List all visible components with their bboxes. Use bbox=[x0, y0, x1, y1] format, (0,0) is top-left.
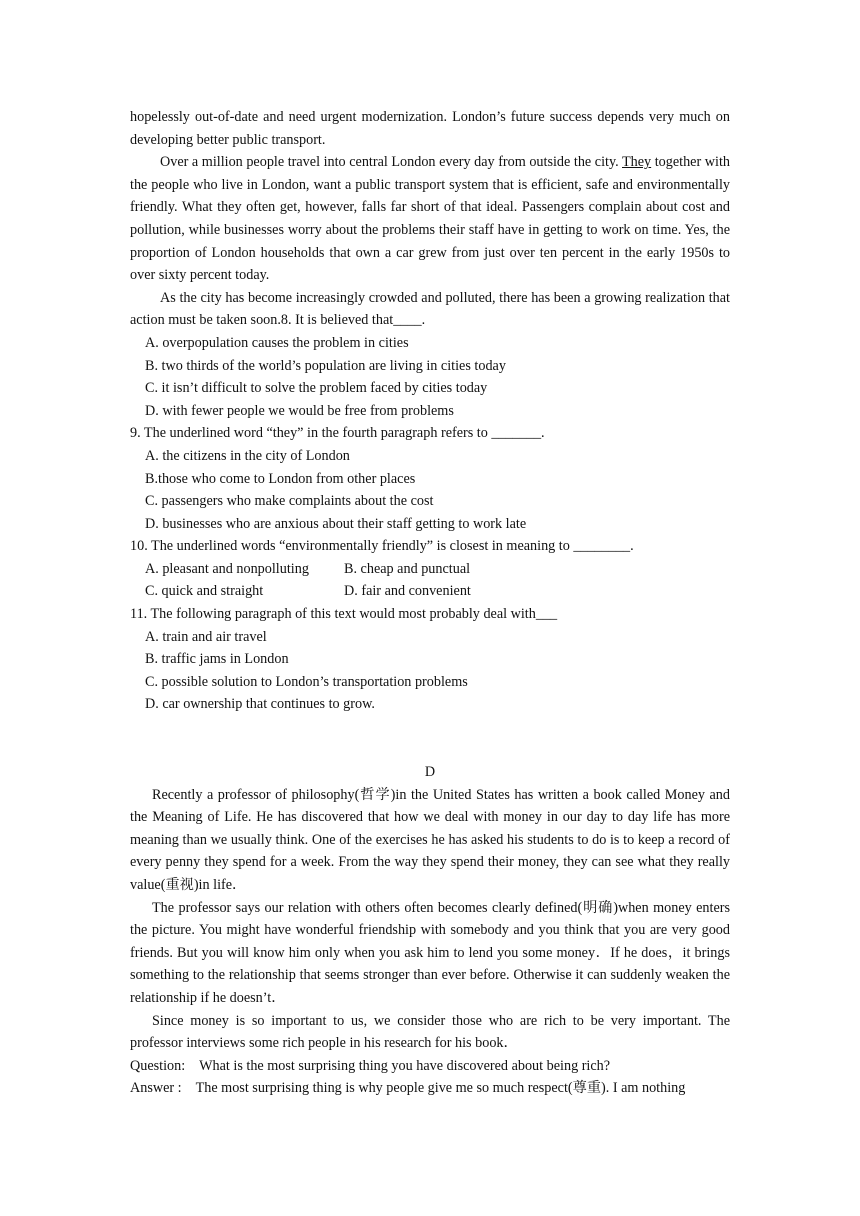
passage-c-paragraph-1: hopelessly out-of-date and need urgent modernization. London’s future success depends very much on developing better public transport. bbox=[130, 109, 730, 148]
q9-option-d: D. businesses who are anxious about their staff getting to work late bbox=[145, 515, 527, 532]
passage-c-paragraph-3: As the city has become increasingly crowded and polluted, there has been a growing realization that action must be taken soon.8. It is believed that____. bbox=[130, 289, 730, 329]
q9-option-b: B.those who come to London from other places bbox=[145, 470, 416, 487]
section-spacer bbox=[130, 716, 730, 761]
underlined-word-they: They bbox=[622, 154, 652, 171]
q8-option-b: B. two thirds of the world’s population are living in cities today bbox=[145, 357, 506, 374]
q11-option-a: A. train and air travel bbox=[145, 628, 267, 645]
passage-d-paragraph-1: Recently a professor of philosophy(哲学)in the United States has written a book called Money and the Meaning of Life. He has discovered that how we deal with money in our day to day life has more meaning than we usually think. One of the exercises he has asked his students to do is to keep a record of every penny they spend for a week. From the way they spend their money, they can see what they really value(重视)in life． bbox=[130, 786, 730, 893]
answer-label: Answer : bbox=[130, 1080, 182, 1097]
question-11: 11. The following paragraph of this text would most probably deal with___ bbox=[130, 606, 558, 623]
q10-option-d: D. fair and convenient bbox=[344, 583, 471, 600]
paragraph-2-start: Over a million people travel into central London every day from outside the city. bbox=[160, 154, 622, 171]
passage-d-heading: D bbox=[424, 764, 436, 781]
q10-option-c: C. quick and straight bbox=[145, 583, 264, 600]
passage-d-paragraph-3: Since money is so important to us, we consider those who are rich to be very important. The professor interviews some rich people in his research for his book． bbox=[130, 1012, 730, 1052]
answer-text: The most surprising thing is why people give me so much respect(尊重). I am nothing bbox=[195, 1080, 686, 1097]
question-text: What is the most surprising thing you have discovered about being rich? bbox=[199, 1057, 611, 1074]
question-label: Question: bbox=[130, 1057, 186, 1074]
q11-option-b: B. traffic jams in London bbox=[145, 651, 289, 668]
interview-question bbox=[130, 1055, 730, 1078]
question-10: 10. The underlined words “environmentally friendly” is closest in meaning to ________. bbox=[130, 538, 634, 555]
q8-option-c: C. it isn’t difficult to solve the problem faced by cities today bbox=[145, 380, 488, 397]
question-9: 9. The underlined word “they” in the fourth paragraph refers to _______. bbox=[130, 425, 545, 442]
q8-option-a: A. overpopulation causes the problem in cities bbox=[145, 334, 409, 351]
q9-option-c: C. passengers who make complaints about the cost bbox=[145, 493, 434, 510]
document-page bbox=[130, 106, 730, 1100]
q10-option-a: A. pleasant and nonpolluting bbox=[145, 560, 309, 577]
q9-option-a: A. the citizens in the city of London bbox=[145, 447, 350, 464]
q10-options-row-1 bbox=[130, 558, 730, 581]
paragraph-2-rest: together with the people who live in London, want a public transport system that is efficient, safe and environmentally friendly. What they often get, however, falls far short of that ideal. Passengers complain about cost and pollution, while businesses worry about the problems their staff have in getting to work on time. Yes, the proportion of London households that own a car grew from just over ten percent in the early 1950s to over sixty percent today. bbox=[130, 154, 730, 284]
interview-answer bbox=[130, 1077, 730, 1100]
passage-c-paragraph-2 bbox=[130, 151, 730, 287]
q10-option-b: B. cheap and punctual bbox=[344, 560, 471, 577]
passage-d-paragraph-2: The professor says our relation with others often becomes clearly defined(明确)when money enters the picture. You might have wonderful friendship with somebody and you think that you are very good friends. But you will know him only when you ask him to lend you some money．If he does，it brings something to the relationship that seems stronger than ever before. Otherwise it can suddenly weaken the relationship if he doesn’t． bbox=[130, 899, 730, 1006]
q10-options-row-2 bbox=[130, 580, 730, 603]
q8-option-d: D. with fewer people we would be free from problems bbox=[145, 402, 454, 419]
q11-option-d: D. car ownership that continues to grow. bbox=[145, 696, 375, 713]
q11-option-c: C. possible solution to London’s transportation problems bbox=[145, 673, 468, 690]
